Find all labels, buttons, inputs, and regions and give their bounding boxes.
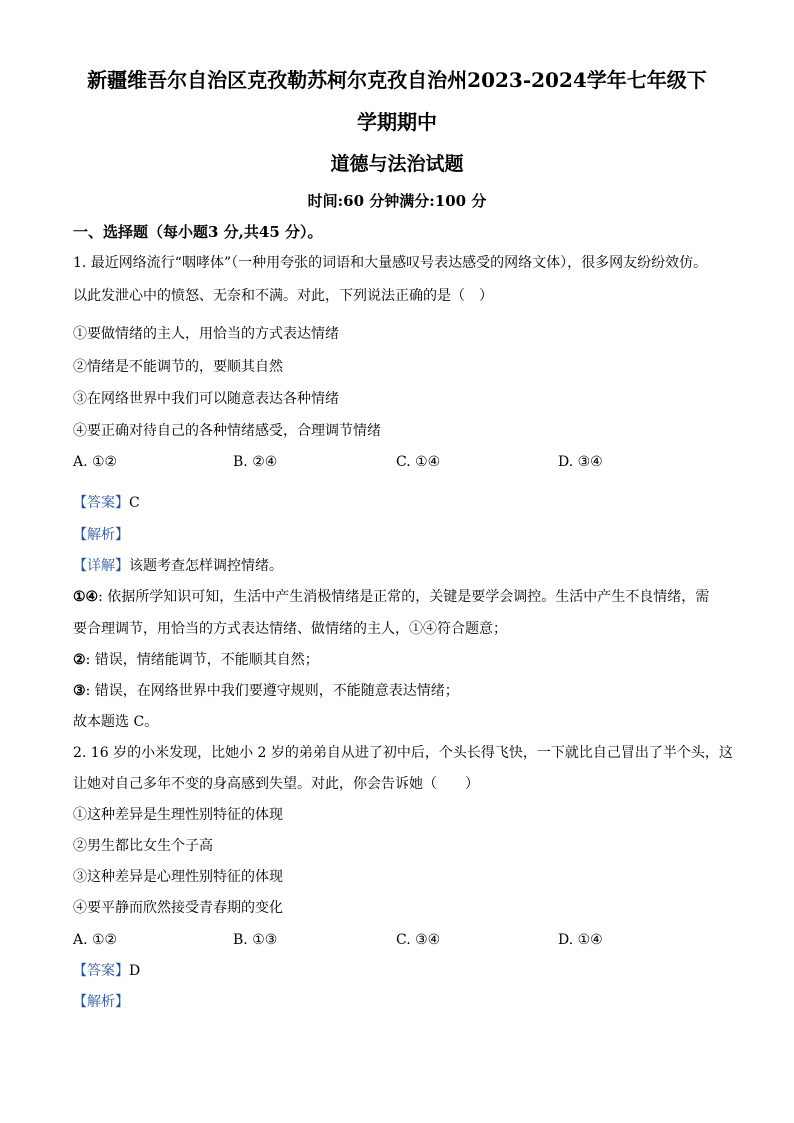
q2-answer — [73, 961, 140, 981]
q1-option-c: C. ①④ — [396, 454, 441, 470]
q1-explanation-1-line2: 要合理调节，用恰当的方式表达情绪、做情绪的主人，①④符合题意； — [73, 621, 507, 637]
answer-tag: 【答案】 — [73, 963, 129, 979]
q1-stem-line2: 以此发泄心中的愤怒、无奈和不满。对此，下列说法正确的是（ ） — [73, 288, 493, 304]
q1-statement-4: ④要正确对待自己的各种情绪感受，合理调节情绪 — [73, 423, 381, 439]
detail-tag: 【详解】 — [73, 558, 129, 574]
exp2-text: : 错误，情绪能调节，不能顺其自然； — [85, 652, 319, 668]
q2-stem-line1: 2. 16 岁的小米发现，比她小 2 岁的弟弟自从进了初中后，个头长得飞快，一下就比自己冒出了半个头，这 — [73, 745, 733, 761]
q1-detail — [73, 556, 283, 576]
exp1-text: : 依据所学知识可知，生活中产生消极情绪是正常的，关键是要学会调控。生活中产生不良情绪，需 — [98, 589, 710, 605]
q2-statement-2: ②男生都比女生个子高 — [73, 838, 213, 854]
q1-statement-3: ③在网络世界中我们可以随意表达各种情绪 — [73, 391, 339, 407]
q1-stem-line1: 1. 最近网络流行“咽哮体”（一种用夸张的词语和大量感叹号表达感受的网络文体），很多网友纷纷效仿。 — [73, 255, 708, 271]
q1-analysis-tag: 【解析】 — [73, 527, 129, 543]
q1-answer — [73, 493, 140, 513]
q1-option-a: A. ①② — [73, 454, 118, 470]
q1-option-b: B. ②④ — [233, 454, 278, 470]
exp2-label: ② — [73, 652, 86, 668]
exp3-text: : 错误，在网络世界中我们要遵守规则，不能随意表达情绪； — [85, 683, 459, 699]
answer-value: C — [129, 495, 140, 511]
q1-explanation-1-line1 — [73, 587, 709, 607]
exam-title-line2: 学期期中 — [357, 110, 437, 134]
q2-option-c: C. ③④ — [396, 932, 441, 948]
q2-option-d: D. ①④ — [558, 932, 603, 948]
exp3-label: ③ — [73, 683, 86, 699]
time-info: 时间:60 分钟满分:100 分 — [307, 192, 487, 210]
q1-conclusion: 故本题选 C。 — [73, 714, 159, 730]
q1-statement-1: ①要做情绪的主人，用恰当的方式表达情绪 — [73, 326, 339, 342]
exp1-label: ①④ — [73, 589, 99, 605]
q2-option-a: A. ①② — [73, 932, 118, 948]
q1-option-d: D. ③④ — [558, 454, 603, 470]
answer-tag: 【答案】 — [73, 495, 129, 511]
q2-stem-line2: 让她对自己多年不变的身高感到失望。对此，你会告诉她（ ） — [73, 776, 479, 792]
q2-statement-3: ③这种差异是心理性别特征的体现 — [73, 869, 283, 885]
exam-title-line1: 新疆维吾尔自治区克孜勒苏柯尔克孜自治州2023-2024学年七年级下 — [87, 68, 707, 92]
answer-value: D — [129, 963, 141, 979]
q2-analysis-tag: 【解析】 — [73, 994, 129, 1010]
q1-explanation-3 — [73, 681, 459, 701]
subject-title: 道德与法治试题 — [330, 153, 464, 175]
detail-text: 该题考查怎样调控情绪。 — [129, 558, 283, 574]
q2-statement-1: ①这种差异是生理性别特征的体现 — [73, 807, 283, 823]
q2-statement-4: ④要平静而欣然接受青春期的变化 — [73, 900, 283, 916]
q2-option-b: B. ①③ — [233, 932, 278, 948]
q1-statement-2: ②情绪是不能调节的，要顺其自然 — [73, 359, 283, 375]
section-heading: 一、选择题（每小题3 分,共45 分）。 — [73, 223, 323, 241]
q1-explanation-2 — [73, 650, 319, 670]
